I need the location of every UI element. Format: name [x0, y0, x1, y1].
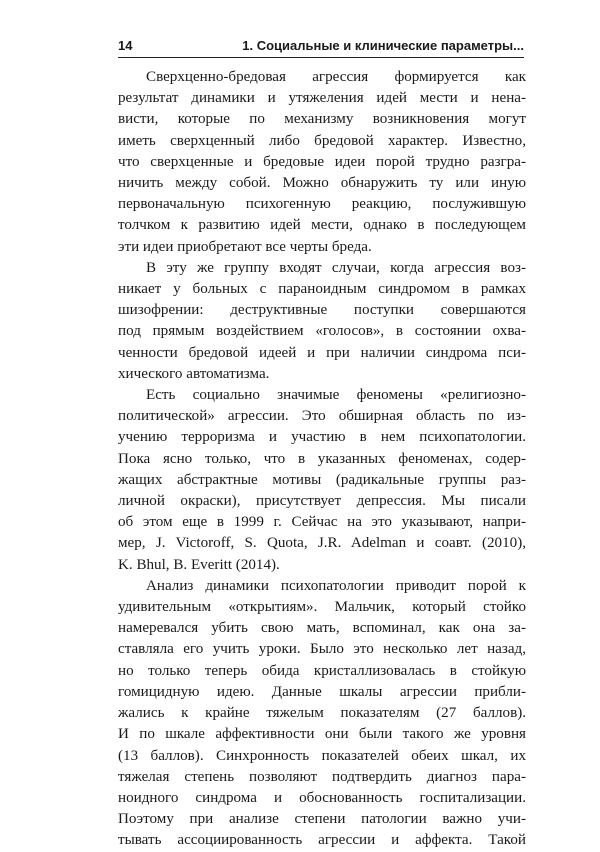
- text-line: иметь сверхценный либо бредовой характер. Известно,: [118, 132, 526, 149]
- text-line: ноидного синдрома и обоснованность госпитализации.: [118, 789, 526, 806]
- text-line: висти, которые по механизму возникновения могут: [118, 111, 526, 128]
- text-line: ставляла его учить уроки. Было это несколько лет назад,: [118, 641, 526, 658]
- text-line: удивительным «открытиям». Мальчик, который стойко: [118, 599, 526, 616]
- paragraph-4: [118, 576, 526, 852]
- text-line: учению терроризма и участию в нем психопатологии.: [118, 429, 526, 446]
- text-line: Анализ динамики психопатологии приводит порой к: [146, 577, 526, 594]
- text-line: ченности бредовой идеей и при наличии синдрома пси-: [118, 344, 526, 361]
- paragraph-2: [118, 258, 526, 385]
- text-line: об этом еще в 1999 г. Сейчас на это указывают, напри-: [118, 514, 526, 531]
- text-line: тывать ассоциированность агрессии и аффекта. Такой: [118, 832, 526, 849]
- paragraph-3: [118, 385, 526, 576]
- text-line: что сверхценные и бредовые идеи порой трудно разгра-: [118, 153, 526, 170]
- header-rule: [118, 57, 524, 58]
- text-line: (13 баллов). Синхронность показателей обеих шкал, их: [118, 747, 526, 764]
- text-line: Есть социально значимые феномены «религиозно-: [146, 387, 526, 404]
- text-line: Поэтому при анализе степени патологии важно учи-: [118, 811, 526, 828]
- text-line: жались к крайне тяжелым показателям (27 баллов).: [118, 705, 526, 722]
- text-line: В эту же группу входят случаи, когда агрессия воз-: [146, 259, 526, 276]
- text-line: жащих абстрактные мотивы (радикальные группы раз-: [118, 471, 526, 488]
- text-line: мер, J. Victoroff, S. Quota, J.R. Adelman и соавт. (2010),: [118, 535, 526, 552]
- text-line: гомицидную идею. Данные шкалы агрессии прибли-: [118, 683, 526, 700]
- text-line: но только теперь обида кристаллизовалась в стойкую: [118, 662, 526, 679]
- text-line: эти идеи приобретают все черты бреда.: [118, 238, 372, 255]
- text-line: K. Bhul, B. Everitt (2014).: [118, 556, 280, 573]
- paragraph-1: [118, 67, 526, 258]
- text-line: шизофрении: деструктивные поступки совершаются: [118, 302, 526, 319]
- text-line: первоначальную психогенную реакцию, послужившую: [118, 196, 526, 213]
- text-line: ничить между собой. Можно обнаружить ту или иную: [118, 175, 526, 192]
- page-number: 14: [118, 38, 133, 53]
- running-head: 1. Социальные и клинические параметры...: [242, 38, 524, 53]
- text-line: И по шкале аффективности они были такого же уровня: [118, 726, 526, 743]
- text-line: политической» агрессии. Это обширная область по из-: [118, 408, 526, 425]
- text-line: личной окраски), присутствует депрессия. Мы писали: [118, 493, 526, 510]
- text-line: никает у больных с параноидным синдромом в рамках: [118, 281, 526, 298]
- text-line: Сверхценно-бредовая агрессия формируется как: [146, 69, 526, 85]
- text-line: толчком к развитию идей мести, однако в последующем: [118, 217, 526, 234]
- text-line: под прямым воздействием «голосов», в состоянии охва-: [118, 323, 526, 340]
- text-line: результат динамики и утяжеления идей мести и нена-: [118, 90, 526, 107]
- text-line: Пока ясно только, что в указанных феноменах, содер-: [118, 450, 526, 467]
- text-line: тяжелая степень позволяют подтвердить диагноз пара-: [118, 768, 526, 785]
- page-body: [118, 67, 526, 852]
- text-line: намеревался убить свою мать, вспоминал, как она за-: [118, 620, 526, 637]
- text-line: хического автоматизма.: [118, 365, 270, 382]
